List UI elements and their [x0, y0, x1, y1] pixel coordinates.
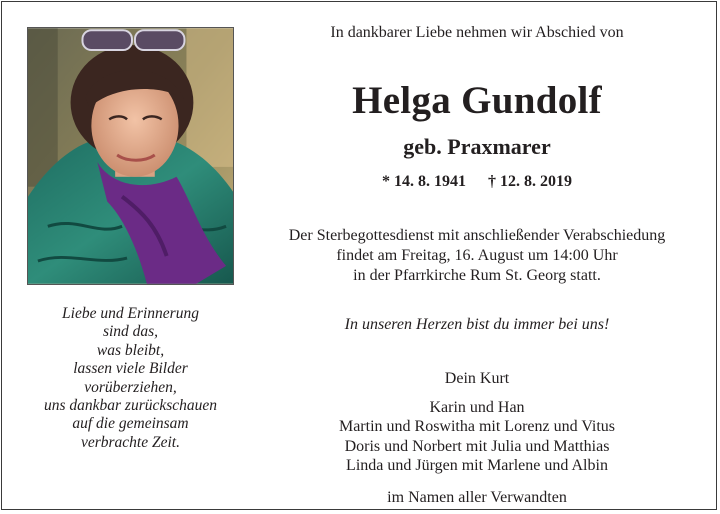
poem-line: sind das,	[102, 323, 159, 341]
birth-date: * 14. 8. 1941	[382, 173, 466, 190]
poem-line: was bleibt,	[96, 341, 165, 359]
life-dates	[252, 173, 702, 191]
closing-line: im Namen aller Verwandten	[387, 488, 567, 506]
spacer	[252, 476, 702, 488]
service-line: Der Sterbegottesdienst mit anschließender Verabschiedung	[288, 227, 666, 244]
service-line: in der Pfarrkirche Rum St. Georg statt.	[353, 267, 601, 284]
obituary-notice	[1, 1, 717, 510]
portrait-image	[28, 28, 233, 284]
deceased-name: Helga Gundolf	[352, 79, 602, 122]
memorial-poem	[22, 305, 239, 452]
family-line: Doris und Norbert mit Julia und Matthias	[344, 437, 610, 455]
service-line: findet am Freitag, 16. August um 14:00 Uhr	[336, 247, 618, 264]
poem-line: uns dankbar zurückschauen	[43, 397, 218, 415]
service-announcement	[252, 226, 702, 286]
partner-line: Dein Kurt	[444, 370, 510, 387]
family-line: Martin und Roswitha mit Lorenz und Vitus	[338, 418, 616, 435]
portrait-photo	[27, 27, 234, 285]
mourners-list	[252, 369, 702, 507]
poem-line: lassen viele Bilder	[73, 360, 188, 378]
maiden-name: geb. Praxmarer	[403, 134, 551, 159]
poem-line: auf die gemeinsam	[72, 415, 189, 433]
memorial-quote: In unseren Herzen bist du immer bei uns!	[344, 316, 610, 333]
poem-line: Liebe und Erinnerung	[62, 305, 199, 322]
intro-line: In dankbarer Liebe nehmen wir Abschied von	[330, 24, 624, 41]
family-line: Karin und Han	[429, 398, 525, 416]
death-date: † 12. 8. 2019	[488, 173, 572, 190]
family-line: Linda und Jürgen mit Marlene und Albin	[346, 457, 608, 474]
poem-line: verbrachte Zeit.	[80, 433, 180, 451]
poem-line: vorüberziehen,	[84, 378, 177, 396]
spacer	[252, 389, 702, 398]
